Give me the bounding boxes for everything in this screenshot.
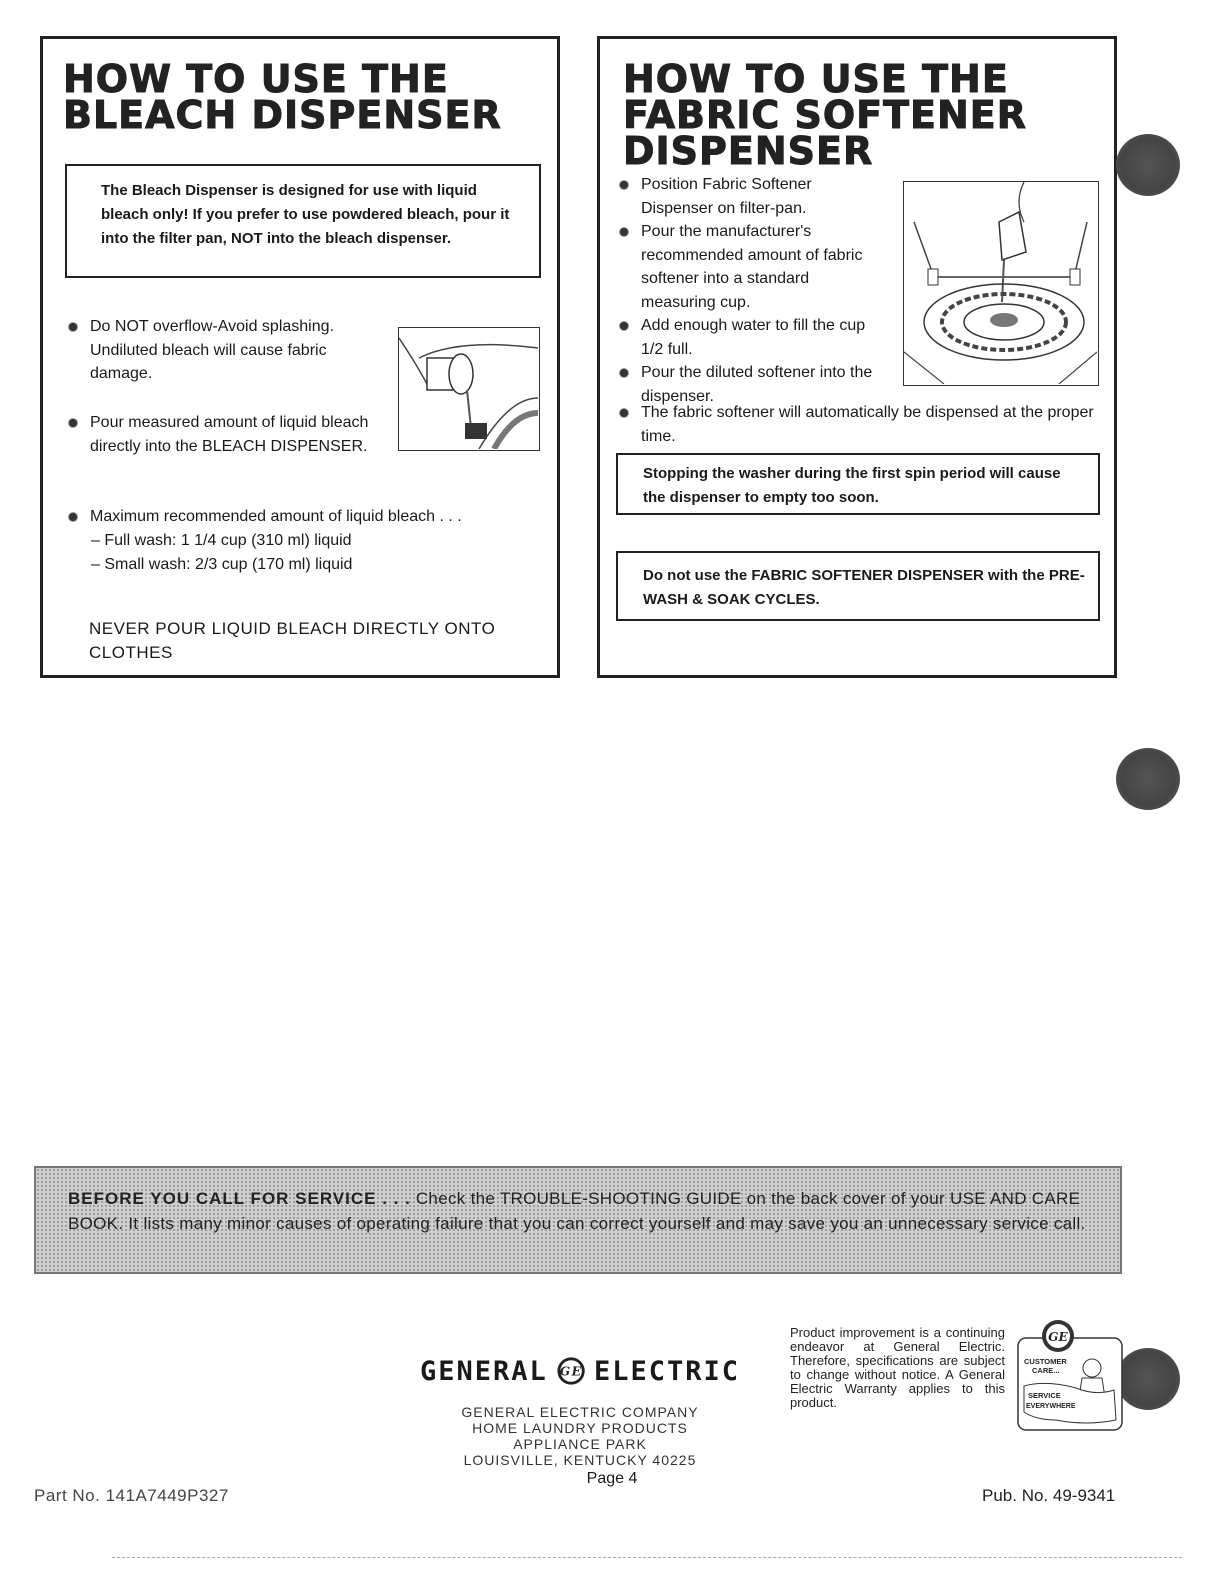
- company-address: GENERAL ELECTRIC COMPANY HOME LAUNDRY PRODUCTS APPLIANCE PARK LOUISVILLE, KENTUCKY 40225: [461, 1404, 699, 1468]
- softener-step-auto: The fabric softener will automatically be dispensed at the proper time.: [616, 401, 1102, 448]
- ge-wordmark: GENERAL GE ELECTRIC: [420, 1350, 740, 1392]
- svg-text:CARE...: CARE...: [1032, 1366, 1060, 1375]
- svg-text:GE: GE: [1048, 1330, 1068, 1344]
- prewash-soak-note: Do not use the FABRIC SOFTENER DISPENSER with the PRE-WASH & SOAK CYCLES.: [616, 551, 1100, 621]
- customer-care-badge: [1016, 1316, 1124, 1434]
- ge-monogram-icon: [556, 1350, 586, 1392]
- part-number: Part No. 141A7449P327: [34, 1486, 229, 1505]
- svg-text:CUSTOMER: CUSTOMER: [1024, 1357, 1067, 1366]
- svg-text:GE: GE: [559, 1364, 583, 1379]
- binder-tab-marker: [1116, 134, 1180, 196]
- bleach-pouring-illustration: [398, 327, 540, 451]
- bleach-warning: NEVER POUR LIQUID BLEACH DIRECTLY ONTO CLOTHES: [89, 619, 496, 662]
- before-you-call-service-bar: [34, 1166, 1122, 1274]
- binder-tab-marker: [1116, 748, 1180, 810]
- softener-steps: [616, 173, 886, 408]
- service-text: [68, 1186, 1108, 1236]
- bleach-bullet-maximum: Maximum recommended amount of liquid bleach . . .: [65, 505, 545, 529]
- bleach-liquid-only-note: The Bleach Dispenser is designed for use with liquid bleach only! If you prefer to use powdered bleach, pour it into the filter pan, NOT into the bleach dispenser.: [65, 164, 541, 278]
- fabric-softener-panel: [597, 36, 1117, 678]
- bleach-bullet-overflow: Do NOT overflow-Avoid splashing. Undiluted bleach will cause fabric damage.: [65, 315, 385, 386]
- bleach-dispenser-panel: [40, 36, 560, 678]
- softener-step: Add enough water to fill the cup 1/2 full.: [616, 314, 886, 361]
- product-improvement-note: Product improvement is a continuing endeavor at General Electric. Therefore, specifications are subject to change without notice. A General Electric Warranty applies to this product.: [790, 1325, 1005, 1410]
- softener-panel-title: HOW TO USE THE FABRIC SOFTENER DISPENSER: [623, 57, 1028, 173]
- page-number: Page 4: [586, 1470, 638, 1487]
- softener-step: Pour the diluted softener into the dispenser.: [616, 361, 886, 408]
- publication-number: Pub. No. 49-9341: [982, 1486, 1116, 1505]
- service-lead: BEFORE YOU CALL FOR SERVICE . . .: [68, 1189, 411, 1208]
- small-wash-amount: – Small wash: 2/3 cup (170 ml) liquid: [91, 553, 352, 577]
- svg-text:EVERYWHERE: EVERYWHERE: [1026, 1403, 1076, 1410]
- svg-text:SERVICE: SERVICE: [1028, 1391, 1061, 1400]
- service-body: Check the TROUBLE-SHOOTING GUIDE on the back cover of your USE AND CARE BOOK. It lists many minor causes of operating failure that you can correct yourself and may save you an unnecessary service call.: [68, 1189, 1086, 1233]
- softener-step: Pour the manufacturer's recommended amount of fabric softener into a standard measuring cup.: [616, 220, 886, 314]
- bleach-amounts: [91, 529, 352, 577]
- full-wash-amount: – Full wash: 1 1/4 cup (310 ml) liquid: [91, 529, 352, 553]
- binder-tab-marker: [1116, 1348, 1180, 1410]
- bleach-bullet-pour: Pour measured amount of liquid bleach directly into the BLEACH DISPENSER.: [65, 411, 387, 458]
- softener-step: Position Fabric Softener Dispenser on filter-pan.: [616, 173, 886, 220]
- bleach-panel-title: HOW TO USE THE BLEACH DISPENSER: [63, 57, 502, 137]
- softener-pouring-illustration: [903, 181, 1099, 386]
- ge-company-block: [420, 1350, 740, 1468]
- spin-period-note: Stopping the washer during the first spin period will cause the dispenser to empty too soon.: [616, 453, 1100, 515]
- bottom-rule: [112, 1557, 1182, 1558]
